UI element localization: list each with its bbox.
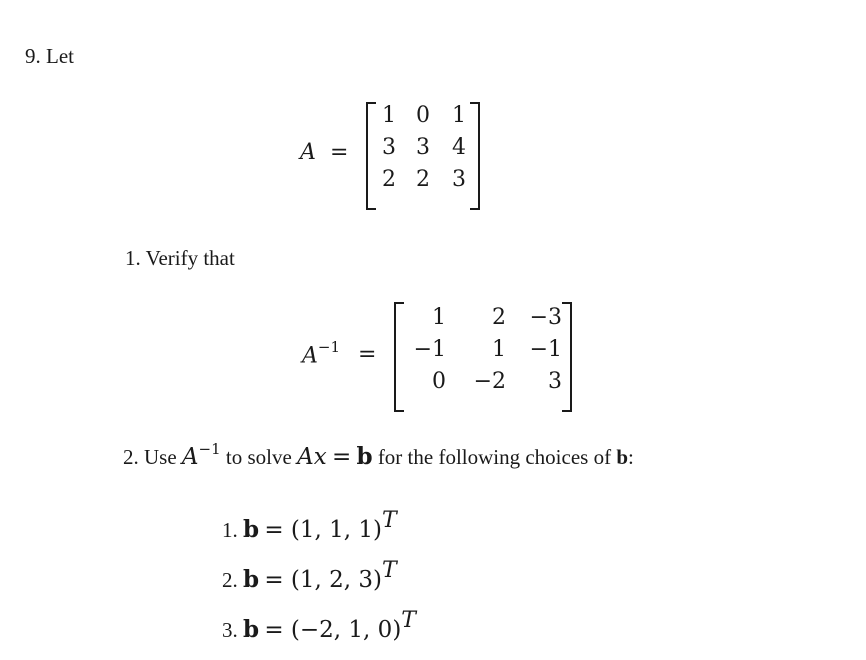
inverse-left-bracket — [394, 302, 404, 412]
inverse-cell: −2 — [473, 369, 506, 394]
choice-3 — [222, 610, 416, 643]
part1-label: 1. Verify that — [125, 246, 235, 270]
part2-sentence — [123, 442, 634, 470]
matrix-a-cell: 3 — [452, 167, 466, 192]
part2-b2: b — [616, 445, 629, 469]
part2-colon: : — [628, 445, 634, 469]
part2-suffix: for the following choices of — [377, 445, 612, 469]
inverse-cell: 1 — [492, 337, 506, 362]
choice-rhs: = (1, 1, 1) — [264, 517, 383, 543]
inverse-matrix — [404, 302, 562, 398]
inverse-lhs — [302, 340, 340, 368]
inverse-cell: 0 — [432, 369, 446, 394]
choice-transpose: T — [382, 558, 397, 583]
choice-number: 2. — [222, 568, 238, 592]
matrix-a-lhs: A — [300, 140, 316, 165]
choice-number: 1. — [222, 518, 238, 542]
part2-prefix: 2. Use — [123, 445, 177, 469]
choice-b: b — [243, 616, 260, 643]
matrix-a-cell: 4 — [452, 135, 466, 160]
choice-2 — [222, 560, 397, 593]
inverse-cell: 2 — [492, 305, 506, 330]
matrix-a-cell: 2 — [382, 167, 396, 192]
matrix-a-cell: 3 — [416, 135, 430, 160]
inverse-cell: 3 — [548, 369, 562, 394]
inverse-lhs-base: A — [302, 343, 318, 369]
part2-b: b — [356, 443, 373, 470]
choice-transpose: T — [382, 508, 397, 533]
inverse-equals: = — [358, 342, 377, 367]
inverse-cell: 1 — [432, 305, 446, 330]
matrix-a-cell: 1 — [452, 103, 466, 128]
choice-1 — [222, 510, 397, 543]
choice-b: b — [243, 566, 260, 593]
matrix-a-cell: 1 — [382, 103, 396, 128]
matrix-a-equals: = — [330, 140, 349, 165]
part2-a-exponent: −1 — [198, 440, 221, 458]
inverse-right-bracket — [562, 302, 572, 412]
part2-ax: Ax — [297, 444, 327, 470]
inverse-lhs-exponent: −1 — [317, 338, 341, 356]
inverse-cell: −1 — [413, 337, 446, 362]
choice-number: 3. — [222, 618, 238, 642]
choice-transpose: T — [401, 608, 416, 633]
matrix-a-cell: 3 — [382, 135, 396, 160]
matrix-a — [372, 100, 466, 196]
part2-equals: = — [331, 444, 352, 470]
choice-rhs: = (−2, 1, 0) — [264, 617, 402, 643]
choice-b: b — [243, 516, 260, 543]
matrix-a-cell: 2 — [416, 167, 430, 192]
part2-mid: to solve — [225, 445, 292, 469]
matrix-a-right-bracket — [470, 102, 480, 210]
matrix-a-cell: 0 — [416, 103, 430, 128]
problem-number-label: 9. Let — [25, 44, 74, 68]
part2-a-base: A — [181, 444, 199, 470]
inverse-cell: −3 — [529, 305, 562, 330]
inverse-cell: −1 — [529, 337, 562, 362]
choice-rhs: = (1, 2, 3) — [264, 567, 383, 593]
